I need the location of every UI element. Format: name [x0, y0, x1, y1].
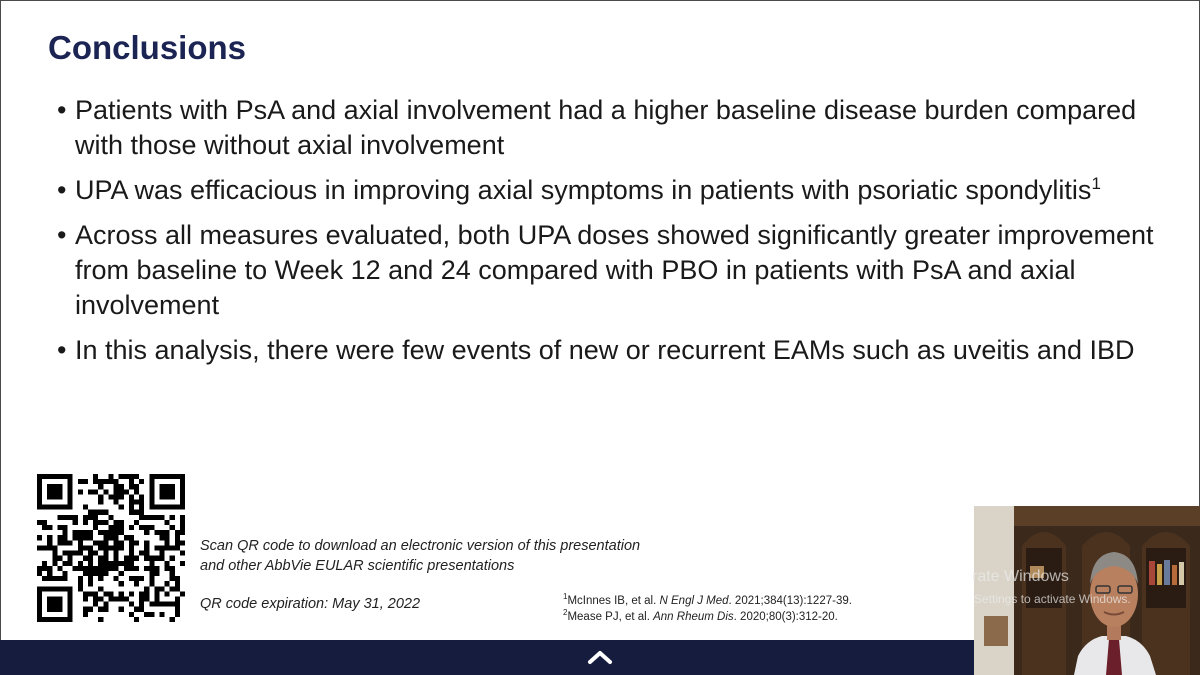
bullet-text: In this analysis, there were few events of new or recurrent EAMs such as uveitis and IBD	[75, 335, 1135, 365]
bullet-text: UPA was efficacious in improving axial symptoms in patients with psoriatic spondylitis	[75, 175, 1092, 205]
scan-line: Scan QR code to download an electronic version of this presentation	[200, 538, 641, 554]
footnote-marker: 1	[1091, 174, 1101, 193]
chevron-up-icon[interactable]	[584, 646, 616, 668]
reference-item: $^1$McInnes IB, et al. N Engl J Med. 2021;384(13):1227-39.	[563, 592, 852, 607]
conclusions-list	[57, 93, 1187, 378]
presenter-video	[974, 506, 1200, 675]
bullet-dot: •	[57, 175, 67, 205]
windows-activation-hint: Settings to activate Windows.	[974, 592, 1131, 606]
bullet-item	[57, 93, 1187, 163]
bullet-dot: •	[57, 220, 67, 250]
bullet-text: Across all measures evaluated, both UPA doses showed significantly greater improvement from baseline to Week 12 and 24 compared with PBO in patients with PsA and axial involvement	[75, 220, 1154, 320]
reference-item: $^2$Mease PJ, et al. Ann Rheum Dis. 2020;80(3):312-20.	[563, 608, 838, 623]
webcam-feed	[974, 506, 1200, 675]
slide-title: Conclusions	[48, 29, 247, 66]
windows-activation-watermark: rate Windows	[972, 568, 1069, 585]
bullet-dot: •	[57, 335, 67, 365]
qr-expiration: QR code expiration: May 31, 2022	[200, 596, 421, 612]
scan-instructions	[200, 536, 640, 576]
bullet-item	[57, 333, 1187, 368]
bullet-item	[57, 218, 1187, 323]
bullet-item	[57, 173, 1187, 208]
references	[563, 593, 852, 625]
bullet-dot: •	[57, 95, 67, 125]
bullet-text: Patients with PsA and axial involvement had a higher baseline disease burden compared with those without axial involvement	[75, 95, 1137, 160]
qr-code-icon	[37, 474, 185, 622]
scan-line: and other AbbVie EULAR scientific presentations	[200, 558, 515, 574]
